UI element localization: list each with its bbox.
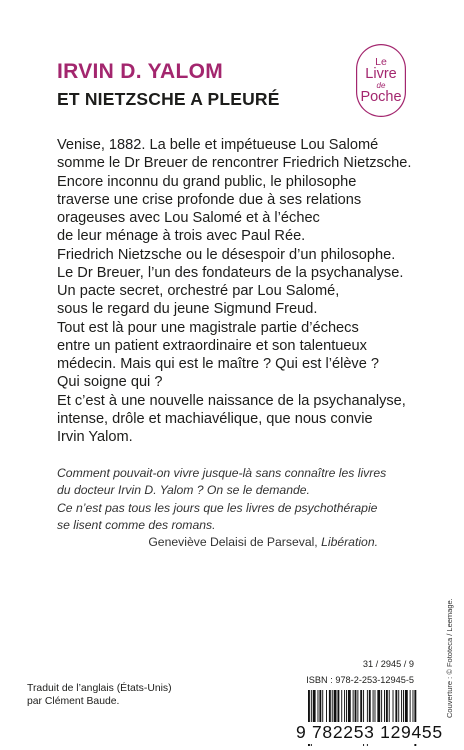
blurb-line: Qui soigne qui ? (57, 374, 163, 391)
review-line: se lisent comme des romans. (57, 518, 216, 533)
review-author: Geneviève Delaisi de Parseval, (148, 535, 322, 549)
blurb-line: intense, drôle et machiavélique, que nous convie (57, 410, 373, 427)
blurb-line: Venise, 1882. La belle et impétueuse Lou Salomé (57, 137, 379, 153)
publisher-logo (356, 44, 406, 117)
blurb-line: médecin. Mais qui est le maître ? Qui est l’élève ? (57, 356, 380, 372)
logo-line-1: Le (375, 55, 387, 68)
catalog-code: 31 / 2945 / 9 (362, 659, 414, 669)
press-review (57, 465, 402, 535)
review-line: du docteur Irvin D. Yalom ? On se le demande. (57, 483, 310, 498)
cover-credit: Couverture : © Fototeca / Leemage. (445, 598, 454, 718)
isbn-number: ISBN : 978-2-253-12945-5 (306, 675, 414, 685)
review-line: Ce n’est pas tous les jours que les livres de psychothérapie (57, 500, 378, 515)
translation-credit (27, 682, 172, 708)
book-title: ET NIETZSCHE A PLEURÉ (57, 89, 280, 109)
author-name: IRVIN D. YALOM (57, 60, 224, 83)
logo-line-3: de (376, 80, 386, 90)
logo-line-2: Livre (365, 66, 397, 83)
blurb-line: de leur ménage à trois avec Paul Rée. (57, 228, 306, 245)
review-publication: Libération. (321, 535, 378, 549)
blurb-line: entre un patient extraordinaire et son talentueux (57, 337, 367, 354)
blurb-line: Tout est là pour une magistrale partie d’échecs (57, 319, 359, 336)
logo-line-4: Poche (360, 88, 402, 105)
review-line: Comment pouvait-on vivre jusque-là sans connaître les livres (57, 466, 387, 480)
blurb-line: somme le Dr Breuer de rencontrer Friedrich Nietzsche. (57, 155, 412, 172)
translation-line-1: Traduit de l’anglais (États-Unis) (27, 683, 172, 694)
blurb-line: Le Dr Breuer, l’un des fondateurs de la psychanalyse. (57, 264, 404, 281)
blurb-line: traverse une crise profonde due à ses relations (57, 191, 362, 208)
blurb-line: Friedrich Nietzsche ou le désespoir d’un philosophe. (57, 246, 396, 263)
blurb-line: Encore inconnu du grand public, le philosophe (57, 173, 357, 190)
review-signature (148, 535, 378, 549)
barcode-digits: 9 782253 129455 (296, 722, 443, 742)
translation-line-2: par Clément Baude. (27, 696, 120, 707)
blurb-line: Irvin Yalom. (57, 429, 133, 445)
blurb-line: Un pacte secret, orchestré par Lou Salomé, (57, 283, 340, 299)
blurb-line: sous le regard du jeune Sigmund Freud. (57, 301, 318, 318)
blurb-line: orageuses avec Lou Salomé et à l’échec (57, 210, 320, 226)
blurb (57, 136, 412, 446)
blurb-line: Et c’est à une nouvelle naissance de la psychanalyse, (57, 392, 406, 409)
